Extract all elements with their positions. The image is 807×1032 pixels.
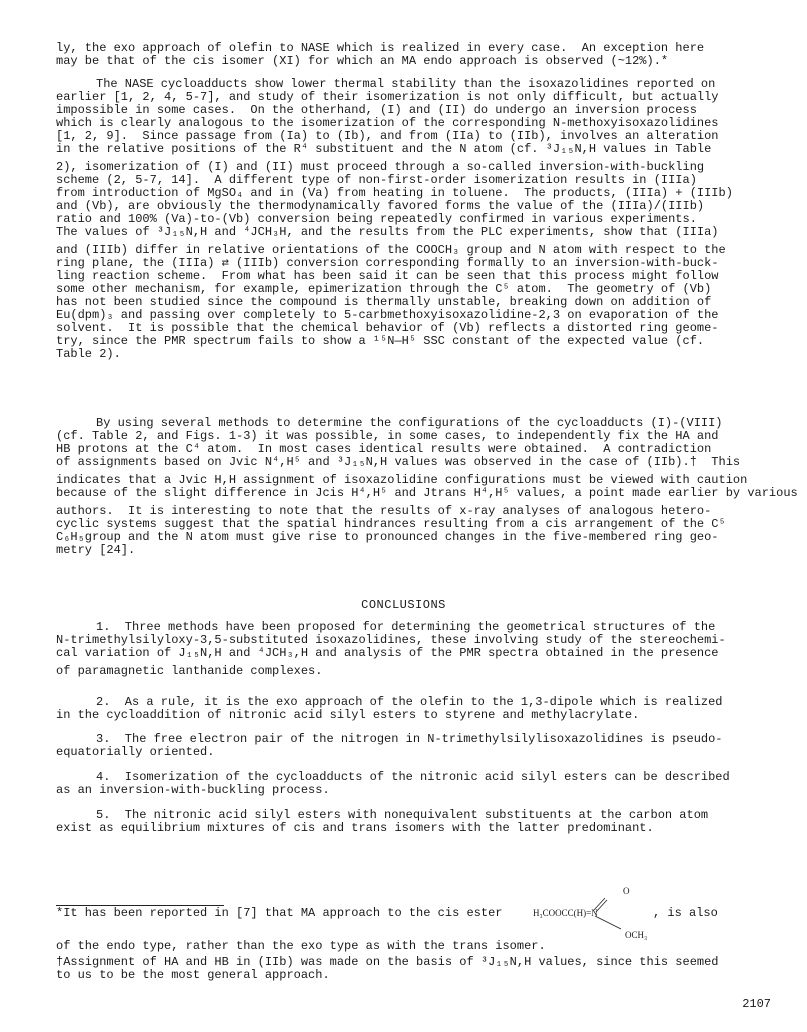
text-line: some other mechanism, for example, epimerization through the C⁵ atom. The geometry of (Vb): [56, 282, 712, 296]
text-line: indicates that a Jvic H,H assignment of isoxazolidine configurations must be viewed with caution: [56, 473, 748, 487]
text-line: and (Vb), are obviously the thermodynamically favored forms the value of the (IIIa)/(IIIb): [56, 199, 705, 213]
formula-methoxy: OCH₃: [625, 930, 648, 940]
text-line: impossible in some cases. On the otherhand, (I) and (II) do undergo an inversion process: [56, 103, 697, 117]
text-line: ling reaction scheme. From what has been said it can be seen that this process might follow: [56, 269, 719, 283]
text-line: of paramagnetic lanthanide complexes.: [56, 664, 323, 678]
text-line: ratio and 100% (Va)-to-(Vb) conversion being repeatedly confirmed in various experiments.: [56, 212, 697, 226]
text-line: has not been studied since the compound is thermally unstable, breaking down on addition of: [56, 295, 712, 309]
formula-main: H₃COOCC(H)=N: [533, 908, 598, 918]
conclusion-item-4: [56, 771, 756, 797]
text-line: 2), isomerization of (I) and (II) must proceed through a so-called inversion-with-buckling: [56, 160, 705, 174]
text-line: earlier [1, 2, 4, 5-7], and study of their isomerization is not only difficult, but actually: [56, 90, 719, 104]
text-line: and (IIIb) differ in relative orientations of the COOCH₃ group and N atom with respect to the: [56, 243, 726, 257]
text-line: [1, 2, 9]. Since passage from (Ia) to (Ib), and from (IIa) to (IIb), involves an alteration: [56, 129, 719, 143]
text-line: cal variation of J₁₅N,H and ⁴JCH₃,H and analysis of the PMR spectra obtained in the presence: [56, 646, 719, 660]
text-line: metry [24].: [56, 543, 136, 557]
text-line: By using several methods to determine the configurations of the cycloadducts (I)-(VIII): [96, 416, 723, 430]
footnote-star-tail: [653, 907, 763, 920]
conclusion-item-5: [56, 809, 756, 835]
footnote-star-line2: [56, 940, 756, 953]
text-line: ly, the exo approach of olefin to NASE which is realized in every case. An exception here: [56, 41, 705, 55]
paragraph-nase: [56, 78, 756, 361]
text-line: The NASE cycloadducts show lower thermal stability than the isoxazolidines reported on: [96, 77, 716, 91]
text-line: scheme (2, 5-7, 14]. A different type of non-first-order isomerization results in (IIIa): [56, 173, 697, 187]
text-line: because of the slight difference in Jcis H⁴,H⁵ and Jtrans H⁴,H⁵ values, a point made earlier by various: [56, 486, 798, 500]
text-line: cyclic systems suggest that the spatial hindrances resulting from a cis arrangement of the C⁵: [56, 517, 726, 531]
text-line: try, since the PMR spectrum fails to show a ¹⁵N—H⁵ SSC constant of the expected value (cf.: [56, 334, 705, 348]
text-line: exist as equilibrium mixtures of cis and trans isomers with the latter predominant.: [56, 821, 654, 835]
text-line: from introduction of MgSO₄ and in (Va) from heating in toluene. The products, (IIIa) + (IIIb): [56, 186, 733, 200]
text-line: of assignments based on Jvic N⁴,H⁵ and ³J₁₅N,H values was observed in the case of (IIb).† This: [56, 455, 741, 469]
text-line: in the cycloaddition of nitronic acid silyl esters to styrene and methylacrylate.: [56, 708, 640, 722]
chemical-formula: [533, 888, 653, 938]
footnote-star-lead: *It has been reported in [7] that MA approach to the cis ester: [56, 906, 503, 920]
conclusion-item-1: [56, 621, 756, 678]
text-line: N-trimethylsilyloxy-3,5-substituted isoxazolidines, these involving study of the stereochemi-: [56, 633, 726, 647]
text-line: as an inversion-with-buckling process.: [56, 783, 330, 797]
text-line: 5. The nitronic acid silyl esters with nonequivalent substituents at the carbon atom: [96, 808, 709, 822]
formula-oxygen: O: [623, 886, 630, 896]
text-line: which is clearly analogous to the isomerization of the corresponding N-methoxyisoxazolidines: [56, 116, 719, 130]
text-line: 1. Three methods have been proposed for determining the geometrical structures of the: [96, 620, 716, 634]
text-line: equatorially oriented.: [56, 745, 215, 759]
text-line: to us to be the most general approach.: [56, 968, 330, 982]
conclusions-heading: CONCLUSIONS: [361, 598, 446, 612]
conclusion-item-3: [56, 733, 756, 759]
text-line: 4. Isomerization of the cycloadducts of the nitronic acid silyl esters can be described: [96, 770, 730, 784]
footnote-dagger: [56, 956, 756, 982]
text-line: Eu(dpm)₃ and passing over completely to 5-carbmethoxyisoxazolidine-2,3 on evaporation of the: [56, 308, 719, 322]
text-line: of the endo type, rather than the exo type as with the trans isomer.: [56, 939, 546, 953]
text-line: (cf. Table 2, and Figs. 1-3) it was possible, in some cases, to independently fix the HA and: [56, 429, 719, 443]
page-number: 2107: [742, 997, 771, 1011]
text-line: The values of ³J₁₅N,H and ⁴JCH₃H, and the results from the PLC experiments, show that (IIIa): [56, 225, 719, 239]
text-line: C₆H₅group and the N atom must give rise to pronounced changes in the five-membered ring geo-: [56, 530, 719, 544]
text-line: in the relative positions of the R⁴ substituent and the N atom (cf. ³J₁₅N,H values in Table: [56, 142, 712, 156]
text-line: solvent. It is possible that the chemical behavior of (Vb) reflects a distorted ring geome-: [56, 321, 719, 335]
paragraph-methods: [56, 416, 798, 557]
text-line: †Assignment of HA and HB in (IIb) was made on the basis of ³J₁₅N,H values, since this seemed: [56, 955, 719, 969]
text-line: authors. It is interesting to note that the results of x-ray analyses of analogous hetero-: [56, 504, 712, 518]
text-line: 3. The free electron pair of the nitrogen in N-trimethylsilylisoxazolidines is pseudo-: [96, 732, 723, 746]
text-line: may be that of the cis isomer (XI) for which an MA endo approach is observed (~12%).*: [56, 54, 669, 68]
text-line: 2. As a rule, it is the exo approach of the olefin to the 1,3-dipole which is realized: [96, 695, 723, 709]
text-line: HB protons at the C⁴ atom. In most cases identical results were obtained. A contradiction: [56, 442, 712, 456]
text-line: Table 2).: [56, 347, 121, 361]
text-line: , is also: [653, 906, 718, 920]
paragraph-intro: [56, 42, 756, 68]
text-line: ring plane, the (IIIa) ⇄ (IIIb) conversion corresponding formally to an inversion-with-buck-: [56, 256, 719, 270]
conclusion-item-2: [56, 696, 756, 722]
